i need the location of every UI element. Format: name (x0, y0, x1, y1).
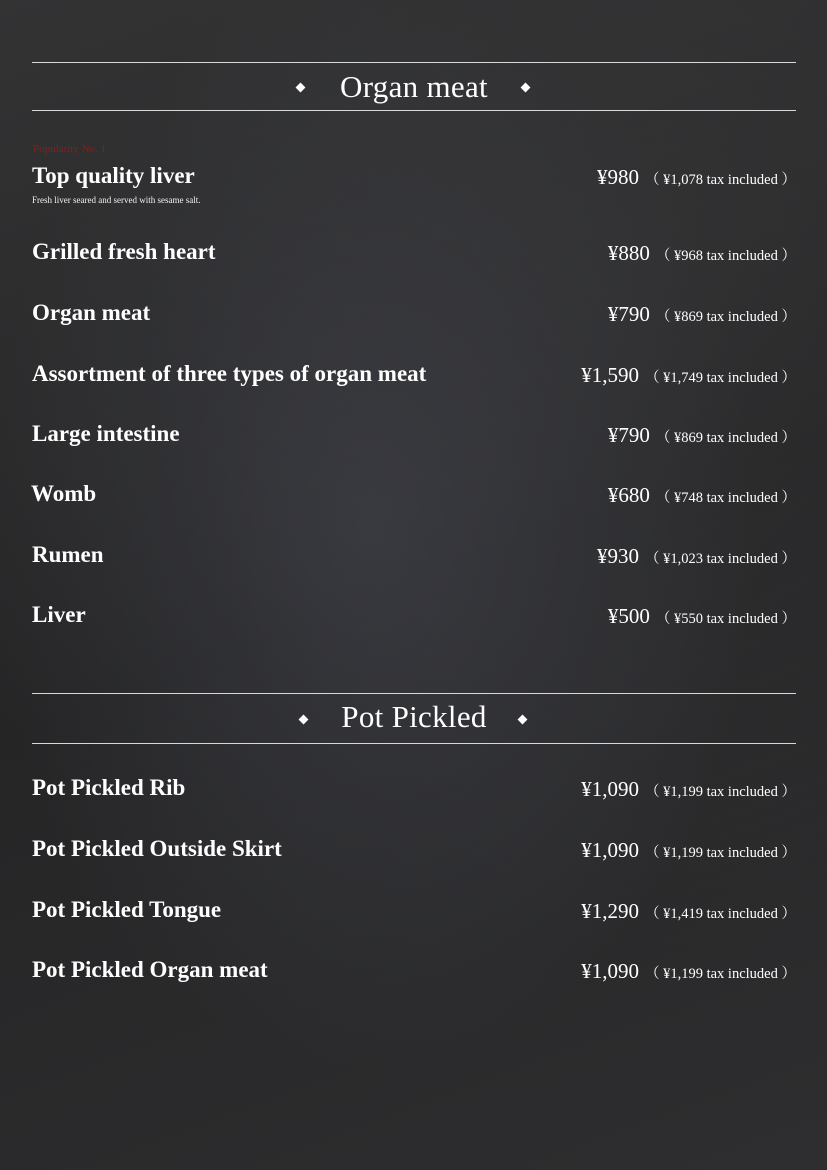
item-price (581, 361, 796, 392)
item-name: Pot Pickled Rib (32, 775, 186, 800)
price-tax-included: （ ¥869 tax included ） (655, 430, 796, 446)
price-tax-included: （ ¥1,419 tax included ） (644, 906, 796, 922)
price-value: ¥1,090 (581, 838, 639, 862)
menu-item (32, 895, 796, 935)
section-title: Organ meat (340, 69, 488, 104)
price-value: ¥680 (607, 483, 650, 507)
menu-item (32, 237, 796, 277)
item-price (581, 957, 796, 988)
item-price (608, 602, 796, 633)
item-name: Organ meat (32, 300, 151, 325)
item-name: Liver (32, 602, 86, 627)
menu-item (32, 834, 796, 874)
menu-item (32, 600, 796, 640)
price-value: ¥930 (596, 544, 639, 568)
header-rule-bottom (32, 110, 796, 111)
menu-item (32, 298, 796, 338)
header-rule-bottom (32, 743, 796, 744)
menu-item (32, 419, 796, 459)
menu-item (32, 773, 796, 813)
price-tax-included: （ ¥968 tax included ） (655, 248, 796, 264)
price-value: ¥880 (607, 241, 650, 265)
price-tax-included: （ ¥550 tax included ） (655, 611, 796, 627)
item-name: Womb (31, 481, 97, 506)
item-name: Pot Pickled Outside Skirt (32, 836, 282, 861)
menu-item (32, 955, 796, 995)
price-value: ¥1,090 (581, 777, 639, 801)
item-name: Pot Pickled Organ meat (32, 957, 268, 982)
item-name: Large intestine (32, 421, 180, 446)
price-value: ¥500 (607, 604, 650, 628)
header-rule-top (32, 693, 796, 694)
item-price (597, 542, 796, 573)
price-tax-included: （ ¥1,023 tax included ） (644, 551, 796, 567)
section-header-pot-pickled (32, 693, 796, 745)
item-price (581, 836, 796, 867)
header-rule-top (32, 62, 796, 63)
price-value: ¥980 (596, 165, 639, 189)
price-tax-included: （ ¥1,199 tax included ） (644, 966, 796, 982)
price-tax-included: （ ¥869 tax included ） (655, 309, 796, 325)
item-name: Grilled fresh heart (32, 239, 216, 264)
item-name: Top quality liver (32, 163, 195, 188)
price-tax-included: （ ¥748 tax included ） (655, 490, 796, 506)
menu-item (32, 479, 796, 519)
price-value: ¥1,590 (581, 363, 639, 387)
item-price (581, 775, 796, 806)
menu-item (32, 540, 796, 580)
item-name: Assortment of three types of organ meat (32, 361, 427, 386)
item-price (597, 163, 796, 194)
price-value: ¥790 (607, 423, 650, 447)
price-tax-included: （ ¥1,199 tax included ） (644, 784, 796, 800)
item-price (608, 300, 796, 331)
item-name: Rumen (32, 542, 104, 567)
price-tax-included: （ ¥1,199 tax included ） (644, 845, 796, 861)
section-header-organ-meat (32, 62, 796, 112)
price-tax-included: （ ¥1,749 tax included ） (644, 370, 796, 386)
price-tax-included: （ ¥1,078 tax included ） (644, 172, 796, 188)
item-description: Fresh liver seared and served with sesame salt. (32, 195, 201, 205)
item-name: Pot Pickled Tongue (32, 897, 222, 922)
item-price (581, 897, 796, 928)
section-title: Pot Pickled (341, 699, 487, 734)
item-price (608, 239, 796, 270)
item-price (608, 421, 796, 452)
price-value: ¥1,090 (581, 959, 639, 983)
popularity-badge: Popularity No. 1 (33, 143, 107, 155)
price-value: ¥790 (607, 302, 650, 326)
price-value: ¥1,290 (581, 899, 639, 923)
item-price (608, 481, 796, 512)
menu-item (32, 359, 796, 399)
